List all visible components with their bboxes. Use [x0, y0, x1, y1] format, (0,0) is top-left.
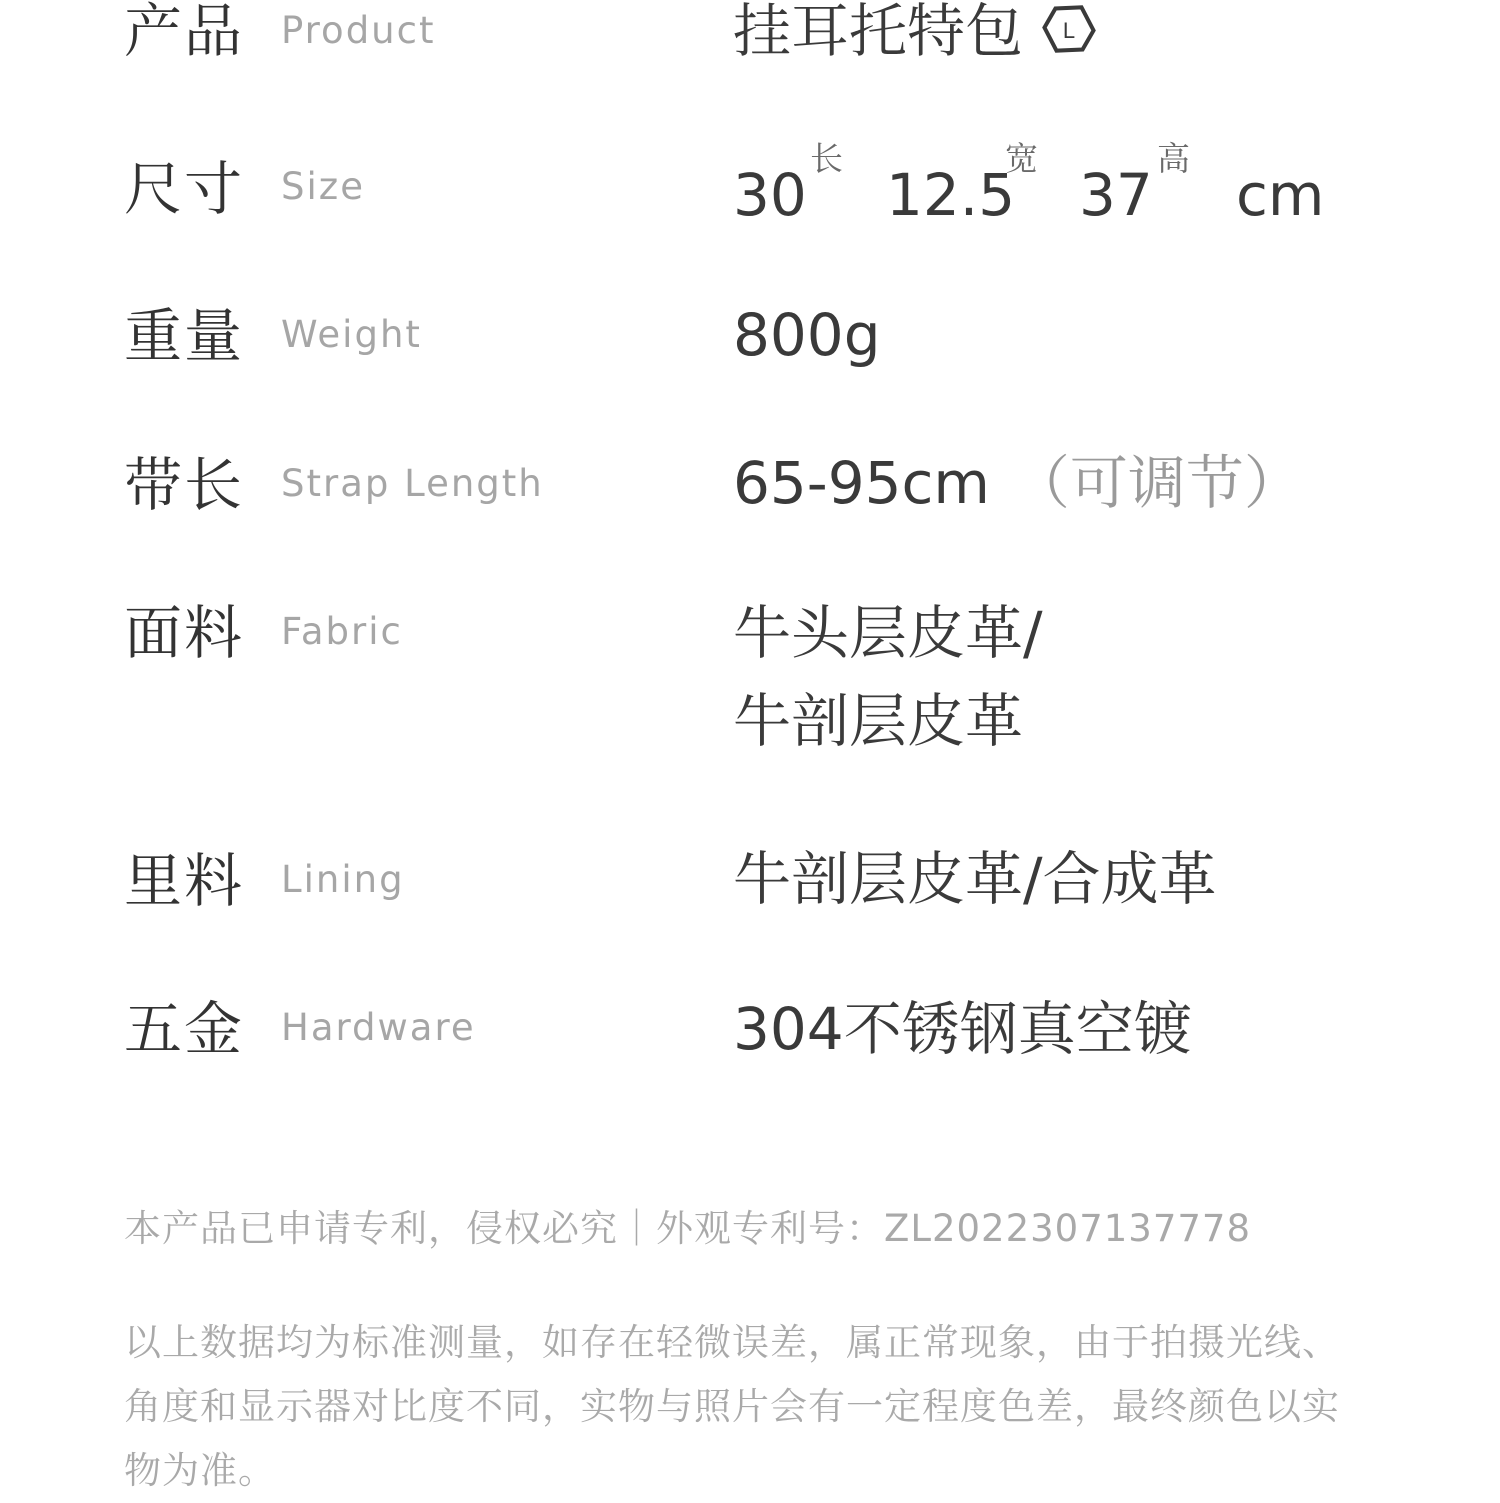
- size-height: 37: [1079, 161, 1153, 229]
- strap-note: （可调节）: [1011, 449, 1302, 517]
- size-label-en: Size: [281, 165, 365, 208]
- strap-length: 65-95cm: [733, 449, 990, 517]
- product-label-cn: 产品: [124, 0, 245, 65]
- lining-value: 牛剖层皮革/合成革: [733, 845, 1217, 913]
- strap-label-cn: 带长: [124, 451, 245, 519]
- hardware-label-en: Hardware: [281, 1006, 476, 1049]
- hardware-label-cn: 五金: [124, 995, 245, 1063]
- product-name: 挂耳托特包: [733, 0, 1024, 65]
- lining-label-cn: 里料: [124, 847, 245, 915]
- fabric-line-2: 牛剖层皮革: [733, 687, 1024, 755]
- strap-value: [733, 449, 1302, 517]
- product-label-en: Product: [281, 9, 436, 52]
- fabric-label-cn: 面料: [124, 599, 245, 667]
- fabric-line-1: 牛头层皮革/: [733, 599, 1043, 667]
- fabric-label-en: Fabric: [281, 610, 403, 653]
- hardware-value: 304不锈钢真空镀: [733, 995, 1192, 1063]
- product-value: [733, 2, 1097, 63]
- lining-label-en: Lining: [281, 858, 405, 901]
- weight-label-en: Weight: [281, 313, 422, 356]
- size-badge-letter: L: [1062, 17, 1076, 43]
- size-length: 30: [733, 161, 807, 229]
- strap-label-en: Strap Length: [281, 462, 544, 505]
- weight-value: 800g: [733, 301, 881, 369]
- size-label-cn: 尺寸: [124, 155, 245, 223]
- size-dimensions: [733, 139, 1433, 232]
- fabric-value: [733, 599, 1043, 755]
- patent-notice: 本产品已申请专利，侵权必究｜外观专利号：ZL2022307137778: [124, 1207, 1251, 1250]
- weight-label-cn: 重量: [124, 302, 245, 370]
- size-unit: cm: [1236, 161, 1325, 229]
- size-length-label: 长: [810, 139, 843, 178]
- size-height-label: 高: [1157, 139, 1190, 178]
- size-l-hexagon-icon: [1041, 1, 1097, 57]
- size-width: 12.5: [886, 161, 1016, 229]
- measurement-disclaimer: 以上数据均为标准测量，如存在轻微误差，属正常现象，由于拍摄光线、角度和显示器对比度不同，实物与照片会有一定程度色差，最终颜色以实物为准。: [124, 1321, 1340, 1492]
- size-width-label: 宽: [1005, 139, 1038, 178]
